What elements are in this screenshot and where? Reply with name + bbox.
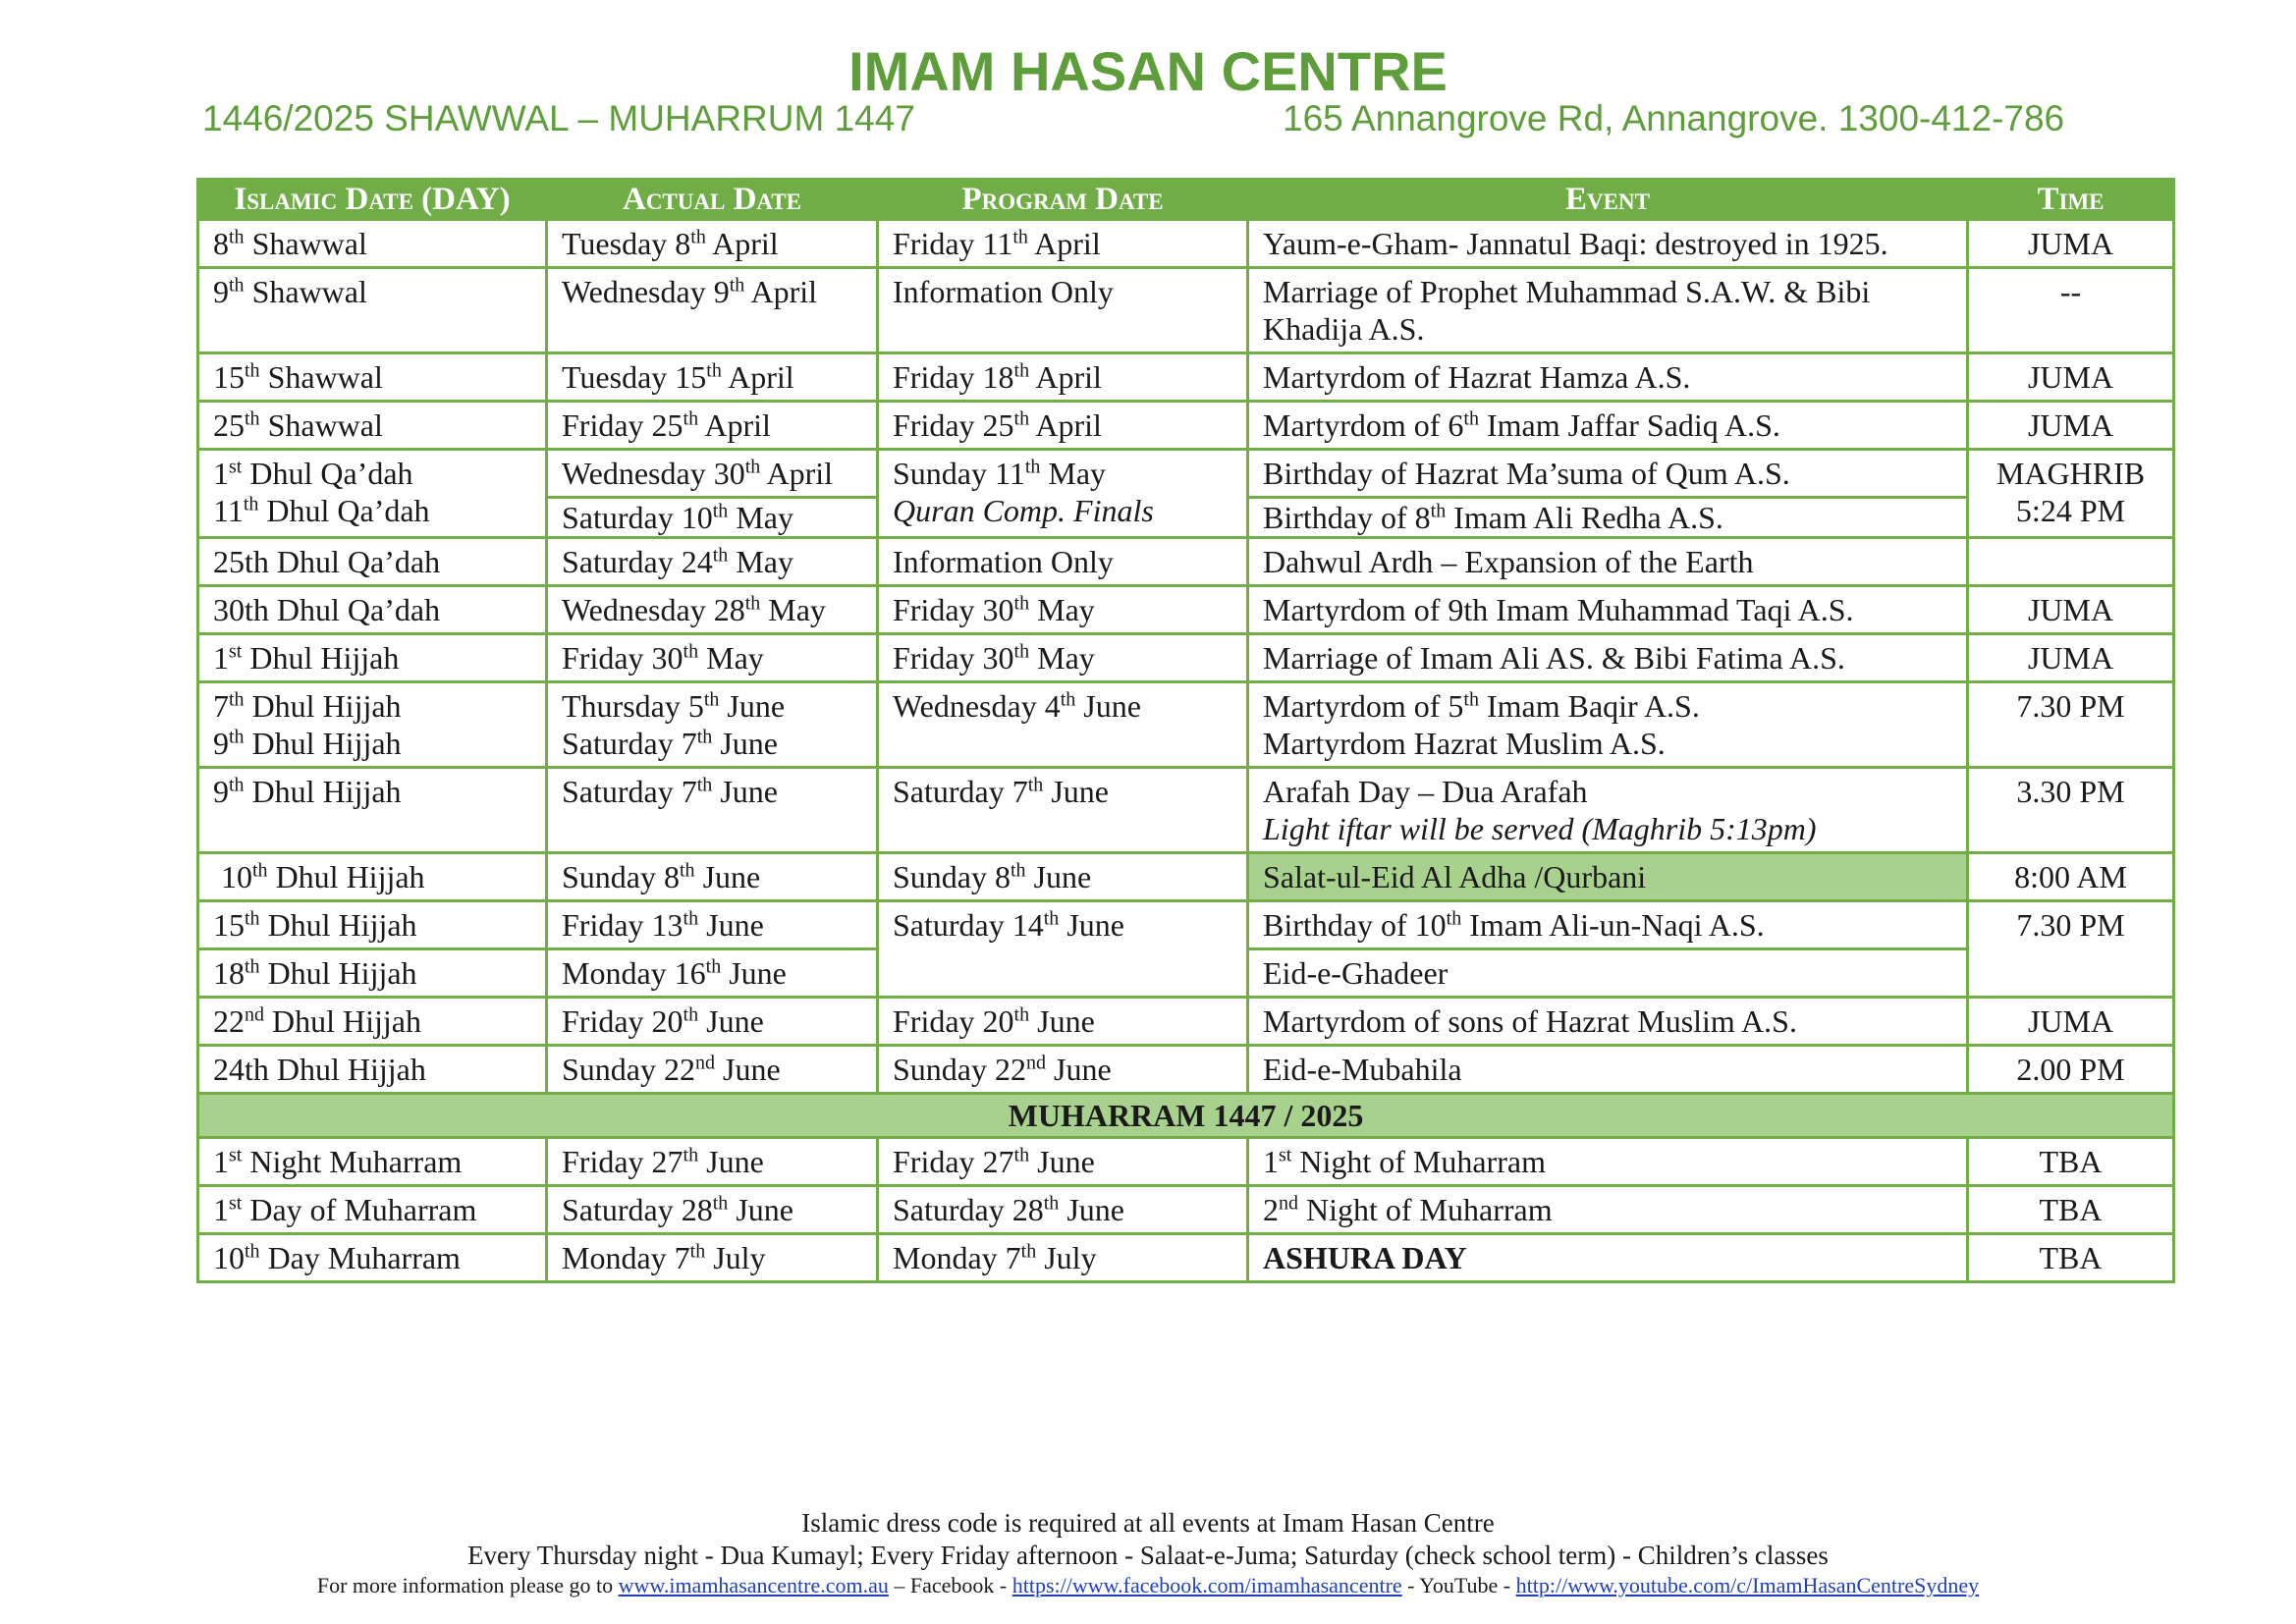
time-cell: -- (1968, 268, 2174, 353)
actual-date-cell: Saturday 28th June (547, 1186, 878, 1234)
program-date-cell: Friday 30th May (878, 634, 1248, 682)
table-row (198, 220, 2174, 268)
program-date-cell: Information Only (878, 538, 1248, 586)
islamic-date-cell: 30th Dhul Qa’dah (198, 586, 547, 634)
actual-date-cell: Sunday 22nd June (547, 1046, 878, 1094)
dress-code-note: Islamic dress code is required at all events at Imam Hasan Centre (801, 1508, 1495, 1538)
program-date-cell: Wednesday 4th June (878, 682, 1248, 768)
islamic-date-cell: 9th Shawwal (198, 268, 547, 353)
time-cell: JUMA (1968, 998, 2174, 1046)
table-row (198, 853, 2174, 901)
weekly-programs-note: Every Thursday night - Dua Kumayl; Every Friday afternoon - Salaat-e-Juma; Saturday (check school term) - Children’s classes (467, 1541, 1829, 1570)
actual-date-cell: Sunday 8th June (547, 853, 878, 901)
event-cell: Martyrdom of 9th Imam Muhammad Taqi A.S. (1248, 586, 1968, 634)
website-link[interactable]: www.imamhasancentre.com.au (618, 1573, 889, 1597)
table-row (198, 1234, 2174, 1282)
col-header-event: Event (1248, 180, 1968, 220)
table-row (198, 901, 2174, 949)
event-cell: Eid-e-Ghadeer (1248, 949, 1968, 998)
table-row (198, 682, 2174, 768)
program-date-cell: Saturday 7th June (878, 768, 1248, 853)
actual-date-cell: Wednesday 28th May (547, 586, 878, 634)
actual-date-cell: Saturday 24th May (547, 538, 878, 586)
table-row (198, 768, 2174, 853)
time-cell: JUMA (1968, 402, 2174, 450)
time-cell: JUMA (1968, 353, 2174, 402)
program-date-cell: Saturday 14th June (878, 901, 1248, 998)
events-schedule-table (196, 178, 2175, 1283)
period-subtitle: 1446/2025 SHAWWAL – MUHARRUM 1447 (202, 98, 915, 138)
program-date-cell: Friday 27th June (878, 1138, 1248, 1186)
table-row (198, 634, 2174, 682)
event-cell-highlighted: Salat-ul-Eid Al Adha /Qurbani (1248, 853, 1968, 901)
islamic-date-cell: 10th Dhul Hijjah (198, 853, 547, 901)
event-cell: Arafah Day – Dua Arafah Light iftar will be served (Maghrib 5:13pm) (1248, 768, 1968, 853)
event-cell: Birthday of 10th Imam Ali-un-Naqi A.S. (1248, 901, 1968, 949)
table-row (198, 1186, 2174, 1234)
col-header-program-date: Program Date (878, 180, 1248, 220)
actual-date-cell: Friday 30th May (547, 634, 878, 682)
col-header-islamic-date: Islamic Date (DAY) (198, 180, 547, 220)
event-cell: Martyrdom of 6th Imam Jaffar Sadiq A.S. (1248, 402, 1968, 450)
actual-date-cell: Tuesday 15th April (547, 353, 878, 402)
program-date-cell: Friday 18th April (878, 353, 1248, 402)
program-date-cell: Friday 30th May (878, 586, 1248, 634)
time-cell: JUMA (1968, 220, 2174, 268)
event-cell-ashura: ASHURA DAY (1248, 1234, 1968, 1282)
table-row (198, 538, 2174, 586)
muharram-section-label: MUHARRAM 1447 / 2025 (198, 1094, 2174, 1138)
actual-date-cell: Wednesday 30th April Saturday 10th May (547, 450, 878, 538)
youtube-label: - YouTube - (1401, 1573, 1516, 1597)
time-cell: JUMA (1968, 586, 2174, 634)
col-header-time: Time (1968, 180, 2174, 220)
time-cell: MAGHRIB 5:24 PM (1968, 450, 2174, 538)
event-cell: Birthday of Hazrat Ma’suma of Qum A.S. Birthday of 8th Imam Ali Redha A.S. (1248, 450, 1968, 538)
program-date-cell: Saturday 28th June (878, 1186, 1248, 1234)
time-cell: 3.30 PM (1968, 768, 2174, 853)
table-header-row (198, 180, 2174, 220)
actual-date-cell: Friday 25th April (547, 402, 878, 450)
islamic-date-cell: 24th Dhul Hijjah (198, 1046, 547, 1094)
more-info-line (0, 1573, 2296, 1598)
table-row (198, 268, 2174, 353)
time-cell: 2.00 PM (1968, 1046, 2174, 1094)
event-cell: Martyrdom of sons of Hazrat Muslim A.S. (1248, 998, 1968, 1046)
islamic-date-cell: 15th Dhul Hijjah (198, 901, 547, 949)
islamic-date-cell: 25th Shawwal (198, 402, 547, 450)
page-title: IMAM HASAN CENTRE (848, 40, 1448, 102)
actual-date-cell: Friday 13th June (547, 901, 878, 949)
event-cell: Yaum-e-Gham- Jannatul Baqi: destroyed in 1925. (1248, 220, 1968, 268)
actual-date-cell: Saturday 7th June (547, 768, 878, 853)
facebook-link[interactable]: https://www.facebook.com/imamhasancentre (1011, 1573, 1402, 1597)
program-date-cell: Friday 11th April (878, 220, 1248, 268)
table-row (198, 353, 2174, 402)
islamic-date-cell: 10th Day Muharram (198, 1234, 547, 1282)
program-date-cell: Sunday 8th June (878, 853, 1248, 901)
islamic-date-cell: 22nd Dhul Hijjah (198, 998, 547, 1046)
time-cell: TBA (1968, 1234, 2174, 1282)
time-cell: 7.30 PM (1968, 682, 2174, 768)
event-cell: Martyrdom of Hazrat Hamza A.S. (1248, 353, 1968, 402)
time-cell: 7.30 PM (1968, 901, 2174, 998)
time-cell: TBA (1968, 1138, 2174, 1186)
more-info-prefix: For more information please go to (316, 1573, 619, 1597)
islamic-date-cell: 9th Dhul Hijjah (198, 768, 547, 853)
islamic-date-cell: 1st Night Muharram (198, 1138, 547, 1186)
islamic-date-cell: 25th Dhul Qa’dah (198, 538, 547, 586)
section-header-row (198, 1094, 2174, 1138)
table-row (198, 1138, 2174, 1186)
table-row (198, 450, 2174, 538)
time-cell (1968, 538, 2174, 586)
address-contact: 165 Annangrove Rd, Annangrove. 1300-412-786 (1283, 98, 2065, 138)
islamic-date-cell: 18th Dhul Hijjah (198, 949, 547, 998)
program-date-cell: Monday 7th July (878, 1234, 1248, 1282)
actual-date-cell: Wednesday 9th April (547, 268, 878, 353)
actual-date-cell: Friday 20th June (547, 998, 878, 1046)
table-row (198, 1046, 2174, 1094)
table-row (198, 586, 2174, 634)
facebook-label: – Facebook - (888, 1573, 1012, 1597)
event-cell: Marriage of Prophet Muhammad S.A.W. & Bibi Khadija A.S. (1248, 268, 1968, 353)
islamic-date-cell: 8th Shawwal (198, 220, 547, 268)
islamic-date-cell: 1st Dhul Hijjah (198, 634, 547, 682)
table-row (198, 402, 2174, 450)
actual-date-cell: Monday 7th July (547, 1234, 878, 1282)
program-date-cell: Friday 20th June (878, 998, 1248, 1046)
col-header-actual-date: Actual Date (547, 180, 878, 220)
program-date-cell: Sunday 22nd June (878, 1046, 1248, 1094)
program-date-cell: Information Only (878, 268, 1248, 353)
islamic-date-cell: 7th Dhul Hijjah 9th Dhul Hijjah (198, 682, 547, 768)
time-cell: JUMA (1968, 634, 2174, 682)
islamic-date-cell: 15th Shawwal (198, 353, 547, 402)
table-row (198, 998, 2174, 1046)
islamic-date-cell: 1st Dhul Qa’dah 11th Dhul Qa’dah (198, 450, 547, 538)
actual-date-cell: Monday 16th June (547, 949, 878, 998)
event-cell: Eid-e-Mubahila (1248, 1046, 1968, 1094)
program-date-cell: Sunday 11th May Quran Comp. Finals (878, 450, 1248, 538)
actual-date-cell: Thursday 5th June Saturday 7th June (547, 682, 878, 768)
event-cell: Martyrdom of 5th Imam Baqir A.S. Martyrdom Hazrat Muslim A.S. (1248, 682, 1968, 768)
event-cell: Dahwul Ardh – Expansion of the Earth (1248, 538, 1968, 586)
islamic-date-cell: 1st Day of Muharram (198, 1186, 547, 1234)
event-cell: 2nd Night of Muharram (1248, 1186, 1968, 1234)
event-cell: Marriage of Imam Ali AS. & Bibi Fatima A.S. (1248, 634, 1968, 682)
event-cell: 1st Night of Muharram (1248, 1138, 1968, 1186)
actual-date-cell: Friday 27th June (547, 1138, 878, 1186)
time-cell: TBA (1968, 1186, 2174, 1234)
actual-date-cell: Tuesday 8th April (547, 220, 878, 268)
youtube-link[interactable]: http://www.youtube.com/c/ImamHasanCentreSydney (1515, 1573, 1980, 1597)
program-date-cell: Friday 25th April (878, 402, 1248, 450)
time-cell: 8:00 AM (1968, 853, 2174, 901)
